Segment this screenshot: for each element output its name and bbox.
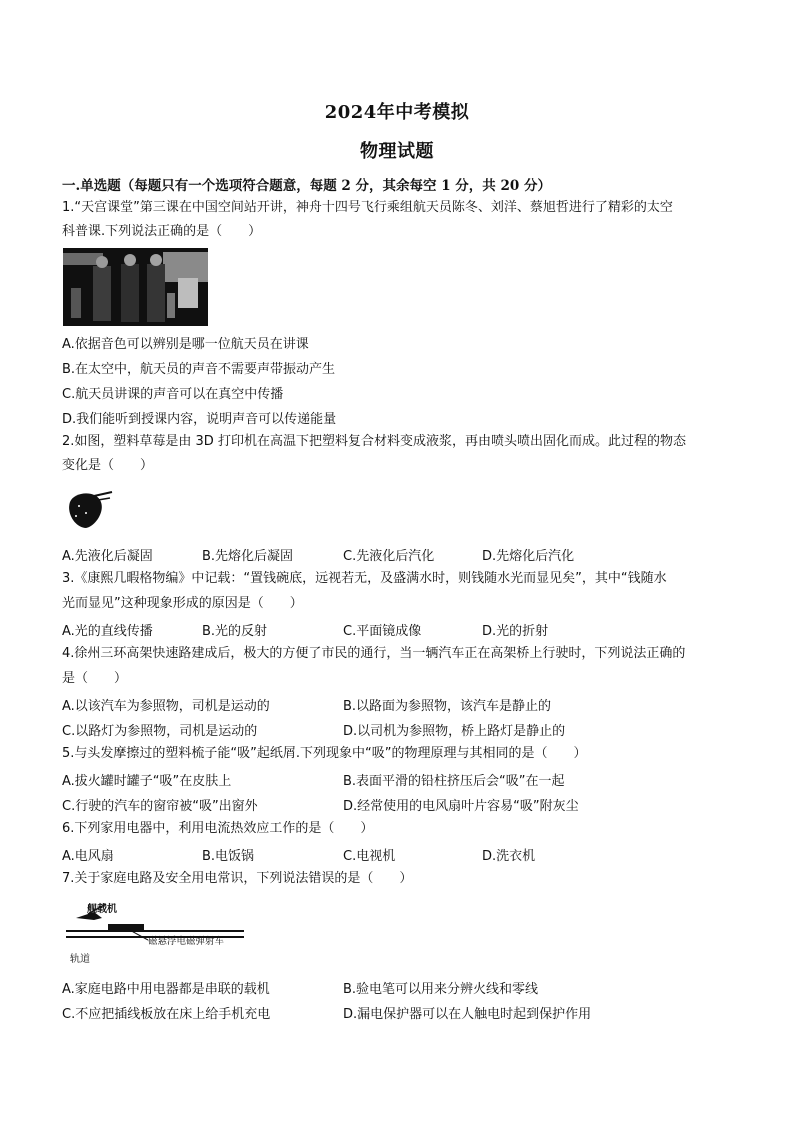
question-2-option-b: B.先熔化后凝固 <box>202 549 294 564</box>
question-6-option-d: D.洗衣机 <box>482 849 536 864</box>
question-6-option-b: B.电饭锅 <box>202 849 255 864</box>
question-5-option-c: C.行驶的汽车的窗帘被“吸”出窗外 <box>62 799 258 814</box>
question-7-line-1: 7.关于家庭电路及安全用电常识，下列说法错误的是（ ） <box>62 871 413 886</box>
question-4-option-b: B.以路面为参照物，该汽车是静止的 <box>343 699 552 714</box>
page-title: 2024年中考模拟 <box>324 102 470 123</box>
question-2-line-2: 变化是（ ） <box>62 458 154 473</box>
question-7-option-a: A.家庭电路中用电器都是串联的载机 <box>62 982 270 997</box>
question-4-line-1: 4.徐州三环高架快速路建成后，极大的方便了市民的通行，当一辆汽车正在高架桥上行驶时，下列说法正确的 <box>62 646 686 661</box>
question-6-option-c: C.电视机 <box>343 849 396 864</box>
question-4-line-2: 是（ ） <box>62 671 128 686</box>
question-3-option-d: D.光的折射 <box>482 624 549 639</box>
section-heading: 一.单选题（每题只有一个选项符合题意，每题 2 分，其余每空 1 分，共 20 分） <box>62 178 551 194</box>
question-7-option-c: C.不应把插线板放在床上给手机充电 <box>62 1007 271 1022</box>
question-6-line-1: 6.下列家用电器中，利用电流热效应工作的是（ ） <box>62 821 374 836</box>
question-3-line-1: 3.《康熙几暇格物编》中记载：“置钱碗底，远视若无，及盛满水时，则钱随水光而显见矣”，其中“钱随水 <box>62 571 667 586</box>
question-5-option-b: B.表面平滑的铅柱挤压后会“吸”在一起 <box>343 774 565 789</box>
question-4-option-a: A.以该汽车为参照物，司机是运动的 <box>62 699 270 714</box>
question-3-option-c: C.平面镜成像 <box>343 624 422 639</box>
astronaut-photo <box>63 248 208 326</box>
question-7-option-d: D.漏电保护器可以在人触电时起到保护作用 <box>343 1007 592 1022</box>
question-3-line-2: 光而显见”这种现象形成的原因是（ ） <box>62 596 303 611</box>
figure-label-carrier-aircraft: 舰载机 <box>87 904 117 915</box>
question-4-option-d: D.以司机为参照物，桥上路灯是静止的 <box>343 724 566 739</box>
figure-label-track: 轨道 <box>70 954 90 965</box>
question-2-option-a: A.先液化后凝固 <box>62 549 153 564</box>
question-3-option-a: A.光的直线传播 <box>62 624 153 639</box>
question-4-option-c: C.以路灯为参照物，司机是运动的 <box>62 724 258 739</box>
question-1-option-c: C.航天员讲课的声音可以在真空中传播 <box>62 387 284 402</box>
figure-label-maglev-catapult: 磁悬浮电磁弹射车 <box>148 936 225 947</box>
question-7-option-b: B.验电笔可以用来分辨火线和零线 <box>343 982 539 997</box>
question-1-line-1: 1.“天宫课堂”第三课在中国空间站开讲，神舟十四号飞行乘组航天员陈冬、刘洋、蔡旭哲进行了精彩的太空 <box>62 200 673 215</box>
question-5-option-a: A.拔火罐时罐子“吸”在皮肤上 <box>62 774 232 789</box>
question-3-option-b: B.光的反射 <box>202 624 268 639</box>
question-1-option-d: D.我们能听到授课内容，说明声音可以传递能量 <box>62 412 337 427</box>
question-2-option-d: D.先熔化后汽化 <box>482 549 575 564</box>
question-6-option-a: A.电风扇 <box>62 849 114 864</box>
question-5-line-1: 5.与头发摩擦过的塑料梳子能“吸”起纸屑.下列现象中“吸”的物理原理与其相同的是（ ） <box>62 746 587 761</box>
question-2-option-c: C.先液化后汽化 <box>343 549 435 564</box>
question-1-option-a: A.依据音色可以辨别是哪一位航天员在讲课 <box>62 337 309 352</box>
question-1-line-2: 科普课.下列说法正确的是（ ） <box>62 224 262 239</box>
question-5-option-d: D.经常使用的电风扇叶片容易“吸”附灰尘 <box>343 799 579 814</box>
page-subtitle: 物理试题 <box>360 141 434 162</box>
question-2-line-1: 2.如图，塑料草莓是由 3D 打印机在高温下把塑料复合材料变成液浆，再由喷头喷出固化而成。此过程的物态 <box>62 434 686 449</box>
strawberry-figure <box>64 488 116 530</box>
question-1-option-b: B.在太空中，航天员的声音不需要声带振动产生 <box>62 362 336 377</box>
